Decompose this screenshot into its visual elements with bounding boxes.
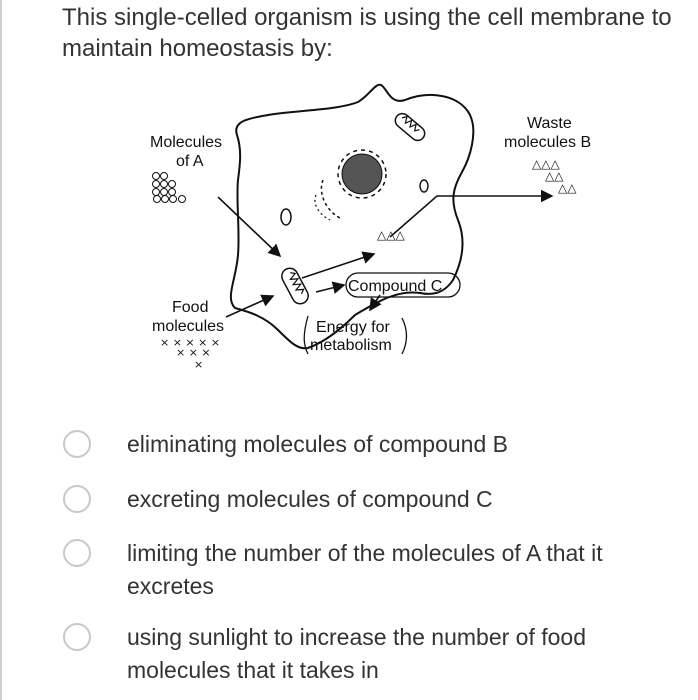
triangles-inside: △△△ [377,228,405,242]
dashed-organelle [321,180,340,218]
option-3-label [127,537,667,603]
radio-button[interactable] [63,623,91,651]
compound-c-label: Compound C [348,278,443,295]
option-2[interactable] [63,483,667,516]
radio-button[interactable] [63,539,91,567]
option-4-line-1: using sunlight to increase the number of food [127,624,587,650]
radio-button[interactable] [63,430,91,458]
cell-diagram [140,80,620,380]
vacuole [281,209,291,225]
svg-text:× × ×: × × × [176,346,211,359]
waste-symbols: △△△ [532,157,560,171]
waste-label: Waste [527,115,572,132]
food-label-2: molecules [152,318,225,335]
svg-text:△△: △△ [545,169,564,183]
vacuole [420,180,428,192]
cell-membrane [231,85,473,349]
nucleus [342,154,382,194]
page-border [0,0,2,700]
svg-text:△△: △△ [558,181,577,195]
mitochondrion-lower [279,265,311,306]
option-1[interactable] [63,428,667,461]
waste-label-2: molecules B [504,134,592,151]
option-4[interactable] [63,621,667,687]
option-4-label [127,621,667,687]
food-label: Food [172,299,209,316]
option-1-label: eliminating molecules of compound B [127,431,508,457]
option-3[interactable] [63,537,667,603]
option-3-line-1: limiting the number of the molecules of A that it [127,540,603,566]
molecules-a-label: Molecules [150,134,223,151]
svg-text:×: × [194,358,204,371]
food-symbols: × × × × × [160,336,221,349]
energy-label: Energy for [316,319,390,336]
cell-diagram-svg [140,80,620,380]
question-text: This single-celled organism is using the cell membrane to maintain homeostasis by: [62,4,672,62]
mitochondrion-top [392,111,427,144]
option-4-line-2: molecules that it takes in [127,657,379,683]
radio-button[interactable] [63,485,91,513]
molecules-a-label-2: of A [176,153,204,170]
energy-label-2: metabolism [310,337,392,354]
option-2-label: excreting molecules of compound C [127,486,493,512]
option-3-line-2: excretes [127,573,214,599]
molecules-a-symbols [153,173,186,203]
